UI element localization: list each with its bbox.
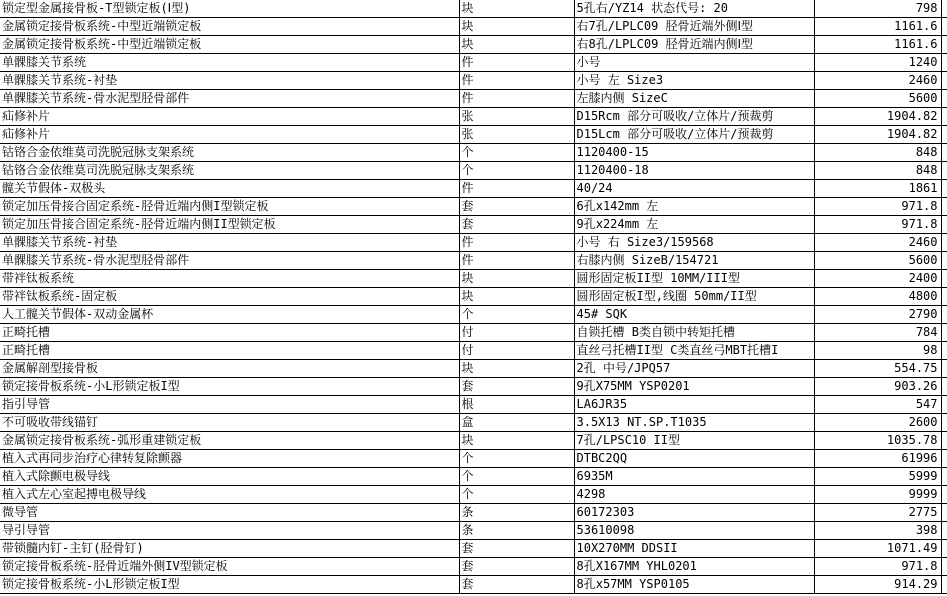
table-row bbox=[0, 180, 947, 198]
cell-name[interactable]: 金属锁定接骨板系统-中型近端锁定板 bbox=[0, 36, 459, 54]
table-row bbox=[0, 126, 947, 144]
cell-name[interactable]: 正畸托槽 bbox=[0, 342, 459, 360]
table-row bbox=[0, 54, 947, 72]
cell-name[interactable]: 锁定接骨板系统-小L形锁定板I型 bbox=[0, 576, 459, 594]
cell-price[interactable]: 971.8 bbox=[814, 558, 941, 576]
table-row bbox=[0, 396, 947, 414]
cell-spec[interactable]: 右8孔/LPLC09 胫骨近端内侧Ⅰ型 bbox=[574, 36, 814, 54]
cell-unit[interactable]: 根 bbox=[459, 396, 574, 414]
cell-spec[interactable]: 自锁托槽 B类自锁中转矩托槽 bbox=[574, 324, 814, 342]
cell-price[interactable]: 2460 bbox=[814, 72, 941, 90]
cell-spec[interactable]: 10X270MM DDSII bbox=[574, 540, 814, 558]
table-row bbox=[0, 108, 947, 126]
table-row bbox=[0, 18, 947, 36]
cell-name[interactable]: 疝修补片 bbox=[0, 108, 459, 126]
cell-unit[interactable]: 张 bbox=[459, 126, 574, 144]
table-row bbox=[0, 90, 947, 108]
table-row bbox=[0, 252, 947, 270]
cell-empty[interactable] bbox=[941, 36, 947, 54]
table-row bbox=[0, 576, 947, 594]
cell-unit[interactable]: 盒 bbox=[459, 414, 574, 432]
cell-unit[interactable]: 块 bbox=[459, 270, 574, 288]
cell-unit[interactable]: 套 bbox=[459, 378, 574, 396]
cell-name[interactable]: 金属解剖型接骨板 bbox=[0, 360, 459, 378]
cell-empty[interactable] bbox=[941, 378, 947, 396]
cell-spec[interactable]: 9孔x224mm 左 bbox=[574, 216, 814, 234]
cell-price[interactable]: 903.26 bbox=[814, 378, 941, 396]
cell-spec[interactable]: 40/24 bbox=[574, 180, 814, 198]
cell-name[interactable]: 锁定接骨板系统-小L形锁定板I型 bbox=[0, 378, 459, 396]
cell-empty[interactable] bbox=[941, 522, 947, 540]
cell-name[interactable]: 带袢钛板系统 bbox=[0, 270, 459, 288]
table-row bbox=[0, 468, 947, 486]
cell-name[interactable]: 钴铬合金依维莫司洗脱冠脉支架系统 bbox=[0, 144, 459, 162]
cell-empty[interactable] bbox=[941, 342, 947, 360]
cell-spec[interactable]: 6935M bbox=[574, 468, 814, 486]
table-row bbox=[0, 198, 947, 216]
cell-unit[interactable]: 块 bbox=[459, 0, 574, 18]
cell-unit[interactable]: 块 bbox=[459, 360, 574, 378]
cell-name[interactable]: 人工髋关节假体-双动金属杯 bbox=[0, 306, 459, 324]
cell-unit[interactable]: 块 bbox=[459, 18, 574, 36]
cell-empty[interactable] bbox=[941, 216, 947, 234]
cell-empty[interactable] bbox=[941, 126, 947, 144]
cell-spec[interactable]: 右膝内侧 SizeB/154721 bbox=[574, 252, 814, 270]
cell-empty[interactable] bbox=[941, 90, 947, 108]
cell-empty[interactable] bbox=[941, 306, 947, 324]
cell-name[interactable]: 指引导管 bbox=[0, 396, 459, 414]
cell-price[interactable]: 5999 bbox=[814, 468, 941, 486]
table-row bbox=[0, 540, 947, 558]
cell-name[interactable]: 金属锁定接骨板系统-中型近端锁定板 bbox=[0, 18, 459, 36]
cell-name[interactable]: 锁定接骨板系统-胫骨近端外侧IV型锁定板 bbox=[0, 558, 459, 576]
table-row bbox=[0, 486, 947, 504]
cell-price[interactable]: 547 bbox=[814, 396, 941, 414]
cell-empty[interactable] bbox=[941, 0, 947, 18]
cell-spec[interactable]: 圆形固定板II型 10MM/III型 bbox=[574, 270, 814, 288]
cell-price[interactable]: 98 bbox=[814, 342, 941, 360]
table-row bbox=[0, 342, 947, 360]
cell-unit[interactable]: 套 bbox=[459, 216, 574, 234]
table-row bbox=[0, 36, 947, 54]
table-row bbox=[0, 0, 947, 18]
cell-empty[interactable] bbox=[941, 486, 947, 504]
cell-spec[interactable]: 3.5X13 NT.SP.T1035 bbox=[574, 414, 814, 432]
cell-empty[interactable] bbox=[941, 558, 947, 576]
cell-spec[interactable]: 8孔x57MM YSP0105 bbox=[574, 576, 814, 594]
cell-name[interactable]: 正畸托槽 bbox=[0, 324, 459, 342]
cell-price[interactable]: 971.8 bbox=[814, 216, 941, 234]
cell-spec[interactable]: 2孔 中号/JPQ57 bbox=[574, 360, 814, 378]
cell-empty[interactable] bbox=[941, 360, 947, 378]
cell-name[interactable]: 植入式再同步治疗心律转复除颤器 bbox=[0, 450, 459, 468]
cell-empty[interactable] bbox=[941, 450, 947, 468]
cell-spec[interactable]: 7孔/LPSC10 II型 bbox=[574, 432, 814, 450]
cell-empty[interactable] bbox=[941, 432, 947, 450]
cell-unit[interactable]: 套 bbox=[459, 198, 574, 216]
cell-price[interactable]: 2600 bbox=[814, 414, 941, 432]
cell-name[interactable]: 锁定型金属接骨板-T型锁定板(Ⅰ型) bbox=[0, 0, 459, 18]
cell-empty[interactable] bbox=[941, 468, 947, 486]
cell-price[interactable]: 848 bbox=[814, 162, 941, 180]
table-row bbox=[0, 432, 947, 450]
cell-name[interactable]: 不可吸收带线锚钉 bbox=[0, 414, 459, 432]
cell-empty[interactable] bbox=[941, 234, 947, 252]
cell-empty[interactable] bbox=[941, 162, 947, 180]
cell-price[interactable]: 1904.82 bbox=[814, 108, 941, 126]
cell-spec[interactable]: 小号 左 Size3 bbox=[574, 72, 814, 90]
cell-price[interactable]: 784 bbox=[814, 324, 941, 342]
cell-price[interactable]: 1035.78 bbox=[814, 432, 941, 450]
table-row bbox=[0, 306, 947, 324]
cell-spec[interactable]: 直丝弓托槽II型 C类直丝弓MBT托槽I bbox=[574, 342, 814, 360]
cell-empty[interactable] bbox=[941, 180, 947, 198]
cell-name[interactable]: 导引导管 bbox=[0, 522, 459, 540]
cell-empty[interactable] bbox=[941, 54, 947, 72]
table-row bbox=[0, 522, 947, 540]
cell-spec[interactable]: 右7孔/LPLC09 胫骨近端外侧Ⅰ型 bbox=[574, 18, 814, 36]
cell-price[interactable]: 2775 bbox=[814, 504, 941, 522]
table-row bbox=[0, 324, 947, 342]
cell-empty[interactable] bbox=[941, 324, 947, 342]
cell-price[interactable]: 1861 bbox=[814, 180, 941, 198]
cell-name[interactable]: 单髁膝关节系统 bbox=[0, 54, 459, 72]
cell-price[interactable]: 1240 bbox=[814, 54, 941, 72]
cell-empty[interactable] bbox=[941, 18, 947, 36]
cell-name[interactable]: 植入式除颤电极导线 bbox=[0, 468, 459, 486]
table-row bbox=[0, 414, 947, 432]
cell-price[interactable]: 914.29 bbox=[814, 576, 941, 594]
cell-price[interactable]: 61996 bbox=[814, 450, 941, 468]
cell-unit[interactable]: 条 bbox=[459, 504, 574, 522]
cell-spec[interactable]: 60172303 bbox=[574, 504, 814, 522]
table-row bbox=[0, 558, 947, 576]
cell-unit[interactable]: 付 bbox=[459, 324, 574, 342]
cell-unit[interactable]: 套 bbox=[459, 558, 574, 576]
cell-spec[interactable]: 45# SQK bbox=[574, 306, 814, 324]
table-row bbox=[0, 144, 947, 162]
cell-spec[interactable]: 圆形固定板I型,线圈 50mm/II型 bbox=[574, 288, 814, 306]
cell-spec[interactable]: 9孔X75MM YSP0201 bbox=[574, 378, 814, 396]
cell-empty[interactable] bbox=[941, 270, 947, 288]
cell-price[interactable]: 5600 bbox=[814, 252, 941, 270]
cell-price[interactable]: 848 bbox=[814, 144, 941, 162]
cell-spec[interactable]: 1120400-15 bbox=[574, 144, 814, 162]
table-row bbox=[0, 504, 947, 522]
cell-price[interactable]: 1071.49 bbox=[814, 540, 941, 558]
cell-name[interactable]: 钴铬合金依维莫司洗脱冠脉支架系统 bbox=[0, 162, 459, 180]
cell-name[interactable]: 微导管 bbox=[0, 504, 459, 522]
cell-name[interactable]: 单髁膝关节系统-衬垫 bbox=[0, 72, 459, 90]
cell-empty[interactable] bbox=[941, 252, 947, 270]
cell-name[interactable]: 带袢钛板系统-固定板 bbox=[0, 288, 459, 306]
cell-spec[interactable]: 1120400-18 bbox=[574, 162, 814, 180]
cell-unit[interactable]: 个 bbox=[459, 486, 574, 504]
cell-unit[interactable]: 套 bbox=[459, 576, 574, 594]
table-row bbox=[0, 270, 947, 288]
cell-unit[interactable]: 个 bbox=[459, 306, 574, 324]
cell-spec[interactable]: DTBC2QQ bbox=[574, 450, 814, 468]
cell-spec[interactable]: 4298 bbox=[574, 486, 814, 504]
cell-price[interactable]: 4800 bbox=[814, 288, 941, 306]
cell-price[interactable]: 1904.82 bbox=[814, 126, 941, 144]
cell-price[interactable]: 2790 bbox=[814, 306, 941, 324]
cell-spec[interactable]: 左膝内侧 SizeC bbox=[574, 90, 814, 108]
cell-name[interactable]: 带锁髓内钉-主钉(胫骨钉) bbox=[0, 540, 459, 558]
cell-spec[interactable]: D15Lcm 部分可吸收/立体片/预裁剪 bbox=[574, 126, 814, 144]
cell-name[interactable]: 植入式左心室起搏电极导线 bbox=[0, 486, 459, 504]
table-row bbox=[0, 360, 947, 378]
cell-unit[interactable]: 张 bbox=[459, 108, 574, 126]
cell-price[interactable]: 1161.6 bbox=[814, 18, 941, 36]
cell-name[interactable]: 单髁膝关节系统-衬垫 bbox=[0, 234, 459, 252]
cell-price[interactable]: 2400 bbox=[814, 270, 941, 288]
cell-empty[interactable] bbox=[941, 504, 947, 522]
cell-price[interactable]: 554.75 bbox=[814, 360, 941, 378]
cell-empty[interactable] bbox=[941, 198, 947, 216]
cell-spec[interactable]: D15Rcm 部分可吸收/立体片/预裁剪 bbox=[574, 108, 814, 126]
cell-empty[interactable] bbox=[941, 576, 947, 594]
cell-price[interactable]: 971.8 bbox=[814, 198, 941, 216]
cell-name[interactable]: 金属锁定接骨板系统-弧形重建锁定板 bbox=[0, 432, 459, 450]
cell-unit[interactable]: 件 bbox=[459, 180, 574, 198]
cell-empty[interactable] bbox=[941, 396, 947, 414]
cell-name[interactable]: 锁定加压骨接合固定系统-胫骨近端内侧I型锁定板 bbox=[0, 198, 459, 216]
cell-name[interactable]: 单髁膝关节系统-骨水泥型胫骨部件 bbox=[0, 252, 459, 270]
cell-unit[interactable]: 个 bbox=[459, 468, 574, 486]
cell-unit[interactable]: 件 bbox=[459, 90, 574, 108]
table-row bbox=[0, 162, 947, 180]
table-row bbox=[0, 288, 947, 306]
cell-price[interactable]: 2460 bbox=[814, 234, 941, 252]
cell-name[interactable]: 单髁膝关节系统-骨水泥型胫骨部件 bbox=[0, 90, 459, 108]
cell-price[interactable]: 398 bbox=[814, 522, 941, 540]
cell-spec[interactable]: 8孔X167MM YHL0201 bbox=[574, 558, 814, 576]
cell-unit[interactable]: 付 bbox=[459, 342, 574, 360]
cell-unit[interactable]: 个 bbox=[459, 144, 574, 162]
cell-unit[interactable]: 件 bbox=[459, 234, 574, 252]
cell-unit[interactable]: 件 bbox=[459, 252, 574, 270]
cell-unit[interactable]: 件 bbox=[459, 72, 574, 90]
table-row bbox=[0, 216, 947, 234]
cell-empty[interactable] bbox=[941, 144, 947, 162]
cell-spec[interactable]: LA6JR35 bbox=[574, 396, 814, 414]
cell-unit[interactable]: 块 bbox=[459, 432, 574, 450]
cell-unit[interactable]: 个 bbox=[459, 162, 574, 180]
cell-empty[interactable] bbox=[941, 540, 947, 558]
cell-unit[interactable]: 块 bbox=[459, 36, 574, 54]
cell-spec[interactable]: 6孔x142mm 左 bbox=[574, 198, 814, 216]
table-row bbox=[0, 72, 947, 90]
cell-empty[interactable] bbox=[941, 108, 947, 126]
cell-unit[interactable]: 条 bbox=[459, 522, 574, 540]
cell-spec[interactable]: 小号 bbox=[574, 54, 814, 72]
cell-empty[interactable] bbox=[941, 72, 947, 90]
cell-unit[interactable]: 块 bbox=[459, 288, 574, 306]
table-row bbox=[0, 450, 947, 468]
cell-spec[interactable]: 小号 右 Size3/159568 bbox=[574, 234, 814, 252]
table-row bbox=[0, 378, 947, 396]
cell-price[interactable]: 5600 bbox=[814, 90, 941, 108]
cell-unit[interactable]: 套 bbox=[459, 540, 574, 558]
cell-price[interactable]: 798 bbox=[814, 0, 941, 18]
cell-name[interactable]: 疝修补片 bbox=[0, 126, 459, 144]
cell-price[interactable]: 9999 bbox=[814, 486, 941, 504]
cell-price[interactable]: 1161.6 bbox=[814, 36, 941, 54]
cell-name[interactable]: 髋关节假体-双极头 bbox=[0, 180, 459, 198]
cell-spec[interactable]: 5孔右/YZ14 状态代号: 20 bbox=[574, 0, 814, 18]
cell-unit[interactable]: 件 bbox=[459, 54, 574, 72]
cell-unit[interactable]: 个 bbox=[459, 450, 574, 468]
cell-name[interactable]: 锁定加压骨接合固定系统-胫骨近端内侧II型锁定板 bbox=[0, 216, 459, 234]
table-row bbox=[0, 234, 947, 252]
cell-spec[interactable]: 53610098 bbox=[574, 522, 814, 540]
cell-empty[interactable] bbox=[941, 288, 947, 306]
cell-empty[interactable] bbox=[941, 414, 947, 432]
